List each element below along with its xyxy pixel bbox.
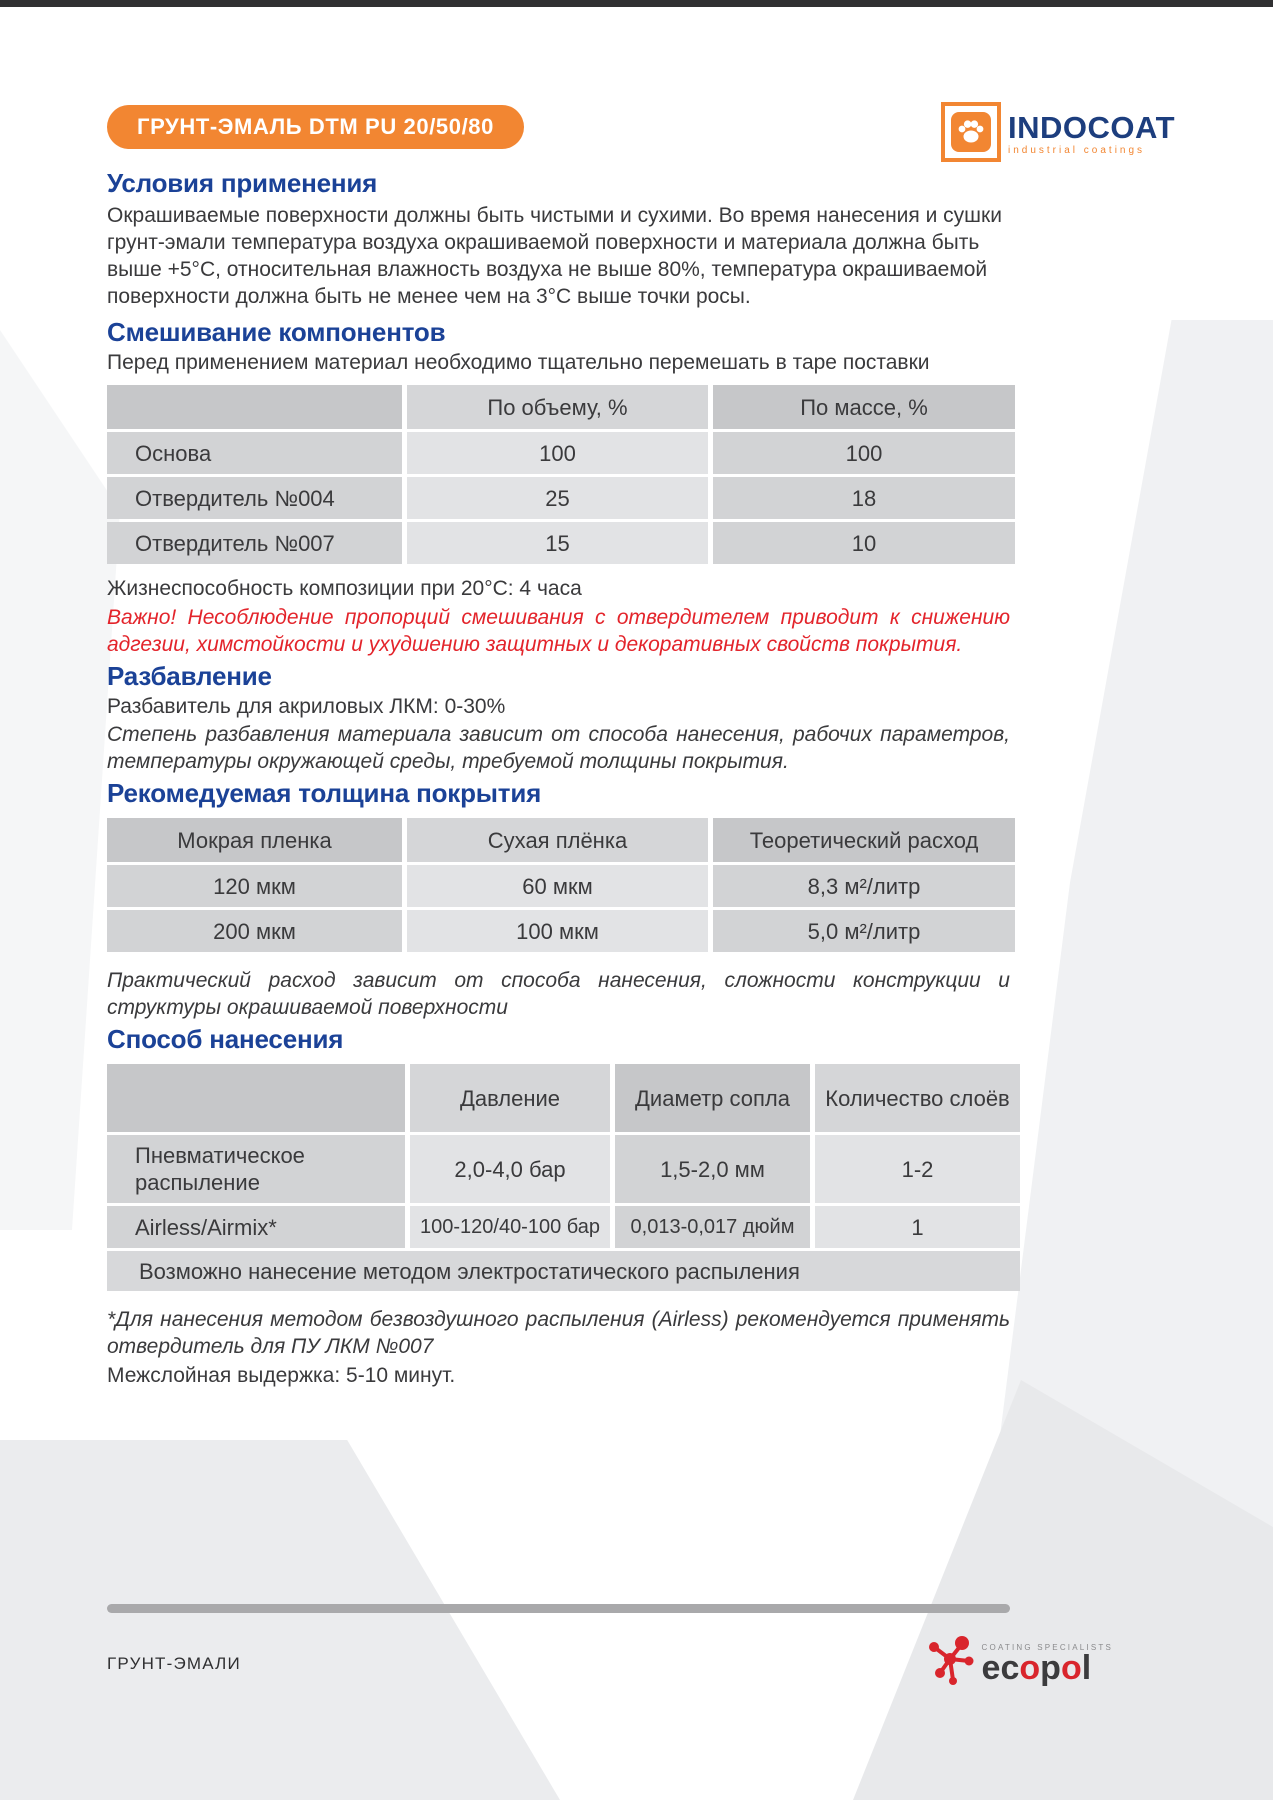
table-header-cell bbox=[107, 385, 402, 429]
page-footer bbox=[107, 1604, 1113, 1692]
table-cell: Airless/Airmix* bbox=[107, 1206, 405, 1248]
indocoat-logo-name: INDOCOAT bbox=[1008, 110, 1176, 145]
thickness-table bbox=[102, 815, 1020, 955]
table-row bbox=[107, 1206, 1020, 1248]
section-title-thickness: Рекомедуемая толщина покрытия bbox=[107, 778, 542, 808]
table-note-row bbox=[107, 1251, 1020, 1291]
section-title-application: Способ нанесения bbox=[107, 1024, 344, 1054]
table-cell: Отвердитель №004 bbox=[107, 477, 402, 519]
table-row bbox=[107, 477, 1015, 519]
footer-category-label: ГРУНТ-ЭМАЛИ bbox=[107, 1653, 241, 1673]
thickness-note: Практический расход зависит от способа нанесения, сложности конструкции и структуры окрашиваемой поверхности bbox=[107, 969, 1010, 1019]
table-header-cell: Количество слоёв bbox=[815, 1064, 1020, 1132]
table-header-cell: По объему, % bbox=[407, 385, 708, 429]
indocoat-logo-frame bbox=[941, 102, 1001, 162]
table-cell: Отвердитель №007 bbox=[107, 522, 402, 564]
background-shape bbox=[983, 320, 1273, 1570]
table-cell: 200 мкм bbox=[107, 910, 402, 952]
table-header-cell: По массе, % bbox=[713, 385, 1015, 429]
thinner-text: Разбавитель для акриловых ЛКМ: 0-30% bbox=[107, 695, 506, 718]
table-note-cell: Возможно нанесение методом электростатического распыления bbox=[107, 1251, 1020, 1291]
section-title-dilution: Разбавление bbox=[107, 661, 272, 691]
footer-rule bbox=[107, 1604, 1010, 1613]
table-cell: 10 bbox=[713, 522, 1015, 564]
application-footnote: *Для нанесения методом безвоздушного распыления (Airless) рекомендуется применять отвердитель для ПУ ЛКМ №007 bbox=[107, 1308, 1010, 1358]
table-cell: 1,5-2,0 мм bbox=[615, 1135, 810, 1203]
ecopol-tagline: COATING SPECIALISTS bbox=[981, 1643, 1113, 1652]
table-cell: 1-2 bbox=[815, 1135, 1020, 1203]
table-header-row bbox=[107, 385, 1015, 429]
table-row bbox=[107, 910, 1015, 952]
table-header-cell bbox=[107, 1064, 405, 1132]
table-row bbox=[107, 522, 1015, 564]
dilution-note: Степень разбавления материала зависит от способа нанесения, рабочих параметров, температуры окружающей среды, требуемой толщины покрытия. bbox=[107, 723, 1010, 773]
table-header-row bbox=[107, 818, 1015, 862]
table-cell: 100-120/40-100 бар bbox=[410, 1206, 610, 1248]
section-title-mixing: Смешивание компонентов bbox=[107, 317, 446, 347]
pot-life-text: Жизнеспособность композиции при 20°С: 4 часа bbox=[107, 577, 582, 600]
product-title: ГРУНТ-ЭМАЛЬ DTM PU 20/50/80 bbox=[137, 114, 494, 139]
table-cell: 120 мкм bbox=[107, 865, 402, 907]
table-cell: Основа bbox=[107, 432, 402, 474]
table-header-cell: Диаметр сопла bbox=[615, 1064, 810, 1132]
table-header-row bbox=[107, 1064, 1020, 1132]
mixing-table bbox=[102, 382, 1020, 567]
table-row bbox=[107, 432, 1015, 474]
table-cell: Пневматическое распыление bbox=[107, 1135, 405, 1203]
table-cell: 100 bbox=[713, 432, 1015, 474]
ecopol-name: ecopol bbox=[981, 1649, 1092, 1687]
conditions-body: Окрашиваемые поверхности должны быть чистыми и сухими. Во время нанесения и сушки грунт-эмали температура воздуха окрашиваемой поверхности и материала должна быть выше +5°С, относительная влажность воздуха не выше 80%, температура окрашиваемой поверхности должна быть не менее чем на 3°С выше точки росы. bbox=[107, 204, 1002, 308]
section-title-conditions: Условия применения bbox=[107, 168, 378, 198]
table-cell: 15 bbox=[407, 522, 708, 564]
table-cell: 60 мкм bbox=[407, 865, 708, 907]
table-cell: 25 bbox=[407, 477, 708, 519]
product-title-badge bbox=[107, 105, 524, 149]
application-table bbox=[102, 1061, 1025, 1294]
indocoat-logo-tagline: industrial coatings bbox=[1008, 145, 1146, 156]
interlayer-text: Межслойная выдержка: 5-10 минут. bbox=[107, 1364, 456, 1387]
paint-splat-icon bbox=[924, 1635, 976, 1692]
indocoat-logo bbox=[941, 102, 1175, 162]
table-header-cell: Мокрая пленка bbox=[107, 818, 402, 862]
table-cell: 100 мкм bbox=[407, 910, 708, 952]
table-header-cell: Теоретический расход bbox=[713, 818, 1015, 862]
mixing-intro: Перед применением материал необходимо тщательно перемешать в таре поставки bbox=[107, 351, 930, 374]
ecopol-logo bbox=[924, 1635, 1113, 1692]
table-row bbox=[107, 1135, 1020, 1203]
paw-icon bbox=[951, 112, 991, 152]
table-cell: 0,013-0,017 дюйм bbox=[615, 1206, 810, 1248]
table-row bbox=[107, 865, 1015, 907]
table-cell: 8,3 м²/литр bbox=[713, 865, 1015, 907]
table-cell: 5,0 м²/литр bbox=[713, 910, 1015, 952]
table-header-cell: Давление bbox=[410, 1064, 610, 1132]
table-cell: 2,0-4,0 бар bbox=[410, 1135, 610, 1203]
table-cell: 1 bbox=[815, 1206, 1020, 1248]
table-header-cell: Сухая плёнка bbox=[407, 818, 708, 862]
mixing-warning: Важно! Несоблюдение пропорций смешивания с отвердителем приводит к снижению адгезии, химстойкости и ухудшению защитных и декоративных свойств покрытия. bbox=[107, 606, 1010, 656]
table-cell: 18 bbox=[713, 477, 1015, 519]
table-cell: 100 bbox=[407, 432, 708, 474]
